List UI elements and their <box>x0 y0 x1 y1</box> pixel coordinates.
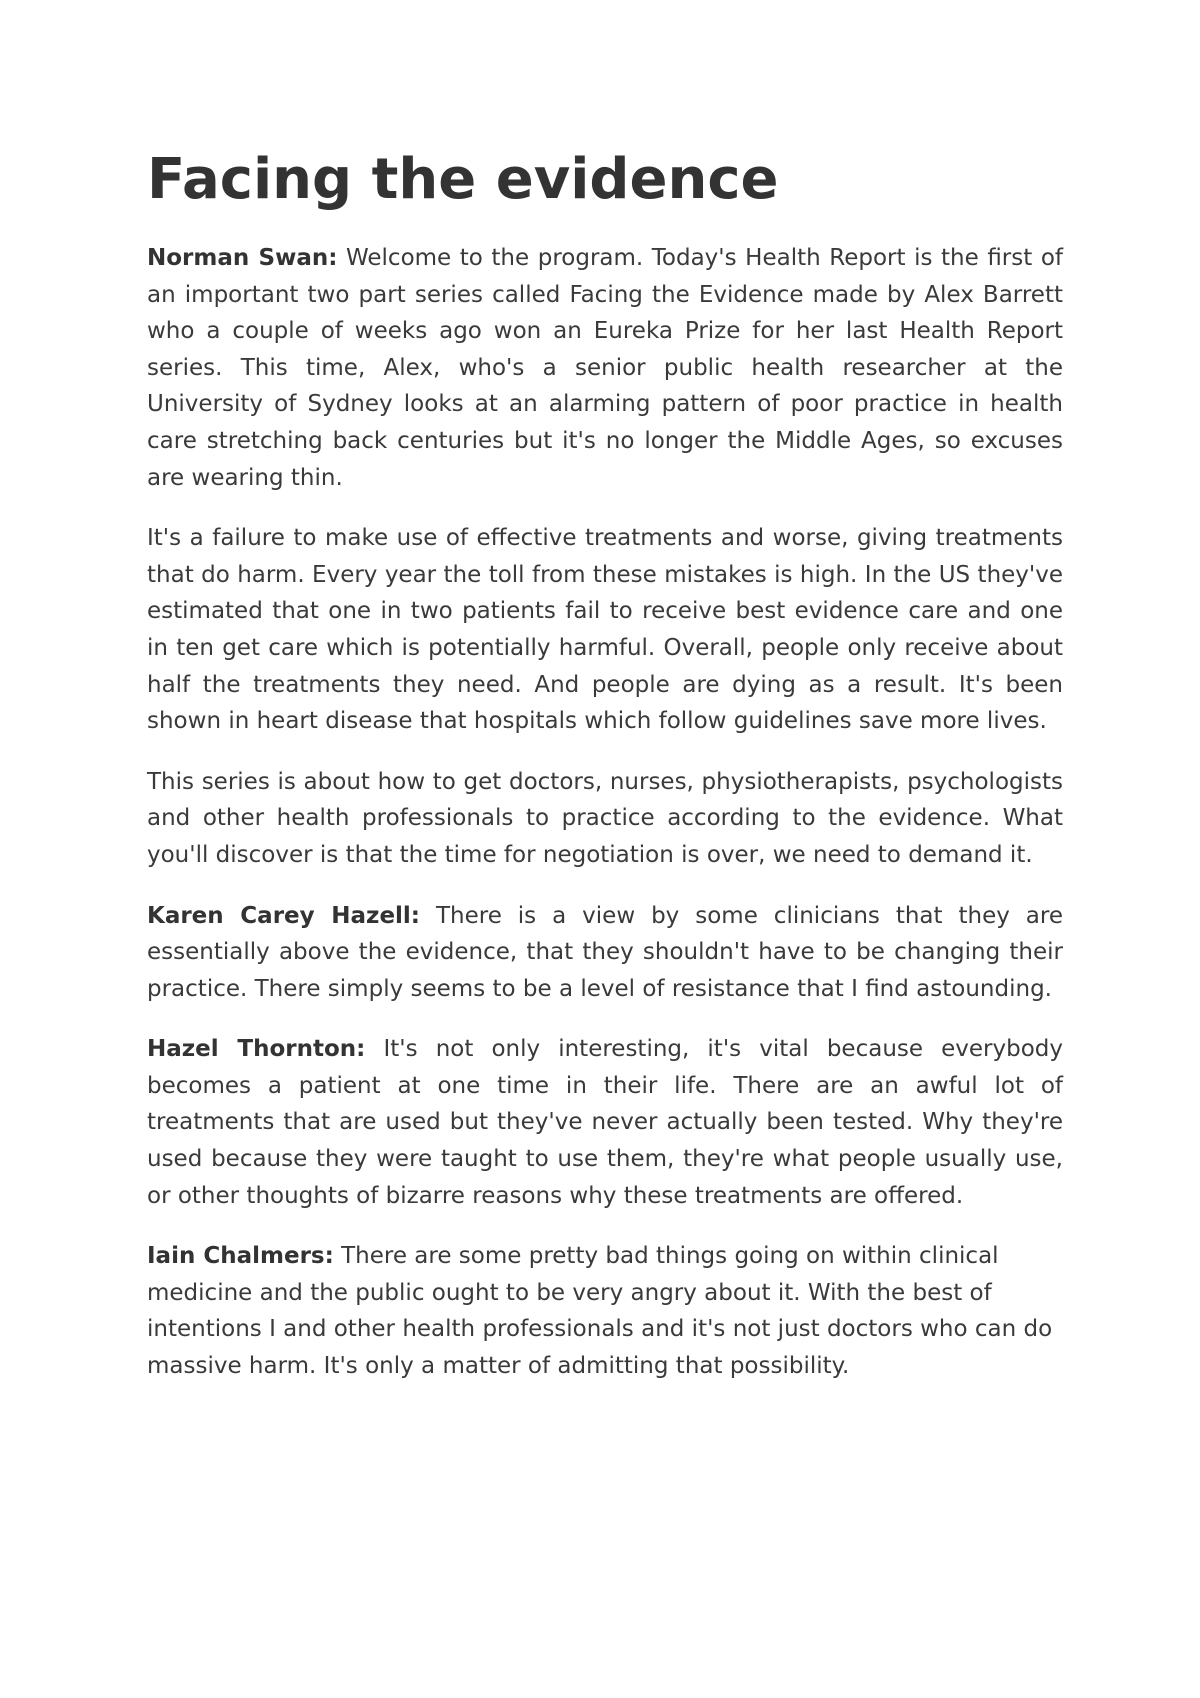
paragraph-text: This series is about how to get doctors, nurses, physiotherapists, psychologists and other health professionals to practice according to the evidence. What you'll discover is that the time for negotiation is over, we need to demand it. <box>147 768 1063 868</box>
paragraph-text: There is a view by some clinicians that they are essentially above the evidence, that they shouldn't have to be changing their practice. There simply seems to be a level of resistance that I find astounding. <box>147 902 1063 1002</box>
paragraph <box>147 764 1063 874</box>
paragraph-text: There are some pretty bad things going on within clinical medicine and the public ought to be very angry about it. With the best of intentions I and other health professionals and it's not just doctors who can do massive harm. It's only a matter of admitting that possibility. <box>147 1243 1053 1380</box>
paragraph <box>147 1031 1063 1214</box>
document-page <box>147 140 1063 1409</box>
speaker-name: Norman Swan: <box>147 245 338 271</box>
document-title: Facing the evidence <box>147 147 779 212</box>
paragraph-text: It's a failure to make use of effective treatments and worse, giving treatments that do harm. Every year the toll from these mistakes is high. In the US they've estimated that one in two patients fail to receive best evidence care and one in ten get care which is potentially harmful. Overall, people only receive about half the treatments they need. And people are dying as a result. It's been shown in heart disease that hospitals which follow guidelines save more lives. <box>147 525 1063 735</box>
speaker-name: Karen Carey Hazell: <box>147 902 421 929</box>
speaker-name: Hazel Thornton: <box>147 1036 366 1063</box>
paragraph-text: It's not only interesting, it's vital because everybody becomes a patient at one time in their life. There are an awful lot of treatments that are used but they've never actually been tested. Why they're used because they were taught to use them, they're what people usually use, or other thoughts of bizarre reasons why these treatments are offered. <box>147 1036 1063 1209</box>
paragraph <box>147 1238 1063 1384</box>
paragraph <box>147 898 1063 1008</box>
paragraph-text: Welcome to the program. Today's Health Report is the first of an important two part series called Facing the Evidence made by Alex Barrett who a couple of weeks ago won an Eureka Prize for her last Health Report series. This time, Alex, who's a senior public health researcher at the University of Sydney looks at an alarming pattern of poor practice in health care stretching back centuries but it's no longer the Middle Ages, so excuses are wearing thin. <box>147 245 1063 491</box>
paragraph <box>147 240 1063 496</box>
paragraph <box>147 520 1063 740</box>
speaker-name: Iain Chalmers: <box>147 1243 334 1270</box>
